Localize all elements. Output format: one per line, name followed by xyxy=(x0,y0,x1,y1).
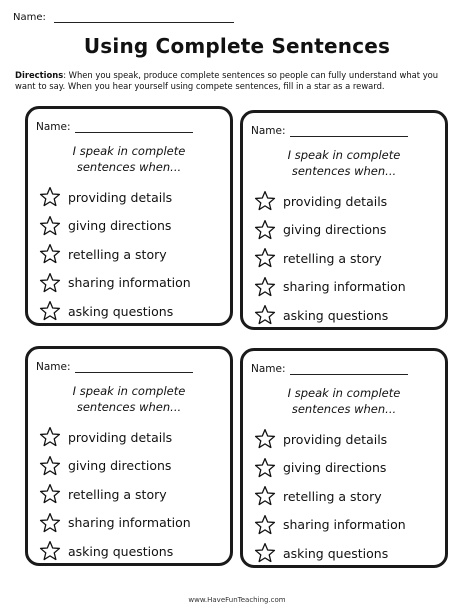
directions-text: : When you speak, produce complete sentences so people can fully understand what you want to say. When you hear yourself using compete sentences, fill in a star as a reward. xyxy=(15,70,439,91)
card-item-label: retelling a story xyxy=(283,250,382,266)
card-name-field[interactable] xyxy=(75,123,193,133)
card-item xyxy=(39,269,191,298)
card-prompt xyxy=(28,383,230,415)
card-prompt-line-1: I speak in complete xyxy=(72,384,186,398)
card-prompt-line-1: I speak in complete xyxy=(72,144,186,158)
card-item-label: asking questions xyxy=(68,543,174,559)
card-item xyxy=(39,297,191,326)
star-outline-icon[interactable] xyxy=(39,426,61,448)
card-prompt-line-1: I speak in complete xyxy=(287,148,401,162)
star-outline-icon[interactable] xyxy=(254,514,276,536)
star-outline-icon[interactable] xyxy=(39,540,61,562)
card-item xyxy=(39,480,191,509)
card-item-label: giving directions xyxy=(68,218,172,234)
card-name-label: Name: xyxy=(251,125,286,137)
card-item-label: asking questions xyxy=(283,545,389,561)
star-outline-icon[interactable] xyxy=(254,219,276,241)
card-item-label: providing details xyxy=(68,189,173,205)
card-item-label: providing details xyxy=(283,431,388,447)
card-item xyxy=(254,539,406,568)
star-outline-icon[interactable] xyxy=(39,512,61,534)
card-prompt xyxy=(243,385,445,417)
card-item-label: sharing information xyxy=(68,275,191,291)
card-prompt xyxy=(243,147,445,179)
card-name-label: Name: xyxy=(36,361,71,373)
card-item xyxy=(39,212,191,241)
student-name-field[interactable] xyxy=(54,13,234,23)
star-outline-icon[interactable] xyxy=(254,542,276,564)
card-name-field[interactable] xyxy=(290,127,408,137)
card-item-list xyxy=(39,183,191,326)
footer-url: www.HaveFunTeaching.com xyxy=(188,596,286,604)
card-item-label: giving directions xyxy=(68,458,172,474)
worksheet-card-3 xyxy=(25,346,233,566)
card-item-label: asking questions xyxy=(68,303,174,319)
card-item-label: giving directions xyxy=(283,222,387,238)
card-name-line xyxy=(251,125,408,137)
star-outline-icon[interactable] xyxy=(39,272,61,294)
card-item-label: retelling a story xyxy=(283,488,382,504)
card-prompt-line-2: sentences when... xyxy=(291,164,397,178)
star-outline-icon[interactable] xyxy=(254,304,276,326)
card-name-label: Name: xyxy=(251,363,286,375)
card-prompt-line-2: sentences when... xyxy=(291,402,397,416)
star-outline-icon[interactable] xyxy=(254,247,276,269)
star-outline-icon[interactable] xyxy=(39,186,61,208)
card-item xyxy=(39,509,191,538)
card-item xyxy=(254,244,406,273)
star-outline-icon[interactable] xyxy=(39,455,61,477)
card-item-label: asking questions xyxy=(283,307,389,323)
card-item-label: sharing information xyxy=(283,279,406,295)
directions xyxy=(15,70,461,92)
star-outline-icon[interactable] xyxy=(39,483,61,505)
star-outline-icon[interactable] xyxy=(254,276,276,298)
student-name-line xyxy=(13,12,234,23)
star-outline-icon[interactable] xyxy=(254,457,276,479)
directions-label: Directions xyxy=(15,70,64,80)
card-item-label: giving directions xyxy=(283,460,387,476)
card-item-label: sharing information xyxy=(68,515,191,531)
card-item xyxy=(39,240,191,269)
card-item xyxy=(254,454,406,483)
card-item xyxy=(254,273,406,302)
card-item xyxy=(39,452,191,481)
card-item xyxy=(254,301,406,330)
student-name-label: Name: xyxy=(13,12,46,23)
card-name-label: Name: xyxy=(36,121,71,133)
star-outline-icon[interactable] xyxy=(39,215,61,237)
card-item xyxy=(39,537,191,566)
card-name-line xyxy=(36,121,193,133)
card-item-list xyxy=(39,423,191,566)
card-item-list xyxy=(254,425,406,568)
card-name-line xyxy=(36,361,193,373)
card-item xyxy=(254,187,406,216)
card-item-list xyxy=(254,187,406,330)
card-prompt xyxy=(28,143,230,175)
card-name-line xyxy=(251,363,408,375)
card-item-label: retelling a story xyxy=(68,486,167,502)
card-item xyxy=(254,425,406,454)
card-item-label: retelling a story xyxy=(68,246,167,262)
card-name-field[interactable] xyxy=(75,363,193,373)
worksheet-card-1 xyxy=(25,106,233,326)
card-item xyxy=(39,183,191,212)
card-item xyxy=(254,482,406,511)
card-item xyxy=(254,511,406,540)
star-outline-icon[interactable] xyxy=(254,485,276,507)
star-outline-icon[interactable] xyxy=(254,428,276,450)
worksheet-card-2 xyxy=(240,110,448,330)
card-item xyxy=(254,216,406,245)
card-item xyxy=(39,423,191,452)
page-title: Using Complete Sentences xyxy=(83,34,391,58)
worksheet-card-4 xyxy=(240,348,448,568)
card-prompt-line-2: sentences when... xyxy=(76,400,182,414)
star-outline-icon[interactable] xyxy=(39,243,61,265)
card-name-field[interactable] xyxy=(290,365,408,375)
card-item-label: providing details xyxy=(68,429,173,445)
card-item-label: providing details xyxy=(283,193,388,209)
star-outline-icon[interactable] xyxy=(39,300,61,322)
star-outline-icon[interactable] xyxy=(254,190,276,212)
card-prompt-line-2: sentences when... xyxy=(76,160,182,174)
card-item-label: sharing information xyxy=(283,517,406,533)
card-prompt-line-1: I speak in complete xyxy=(287,386,401,400)
